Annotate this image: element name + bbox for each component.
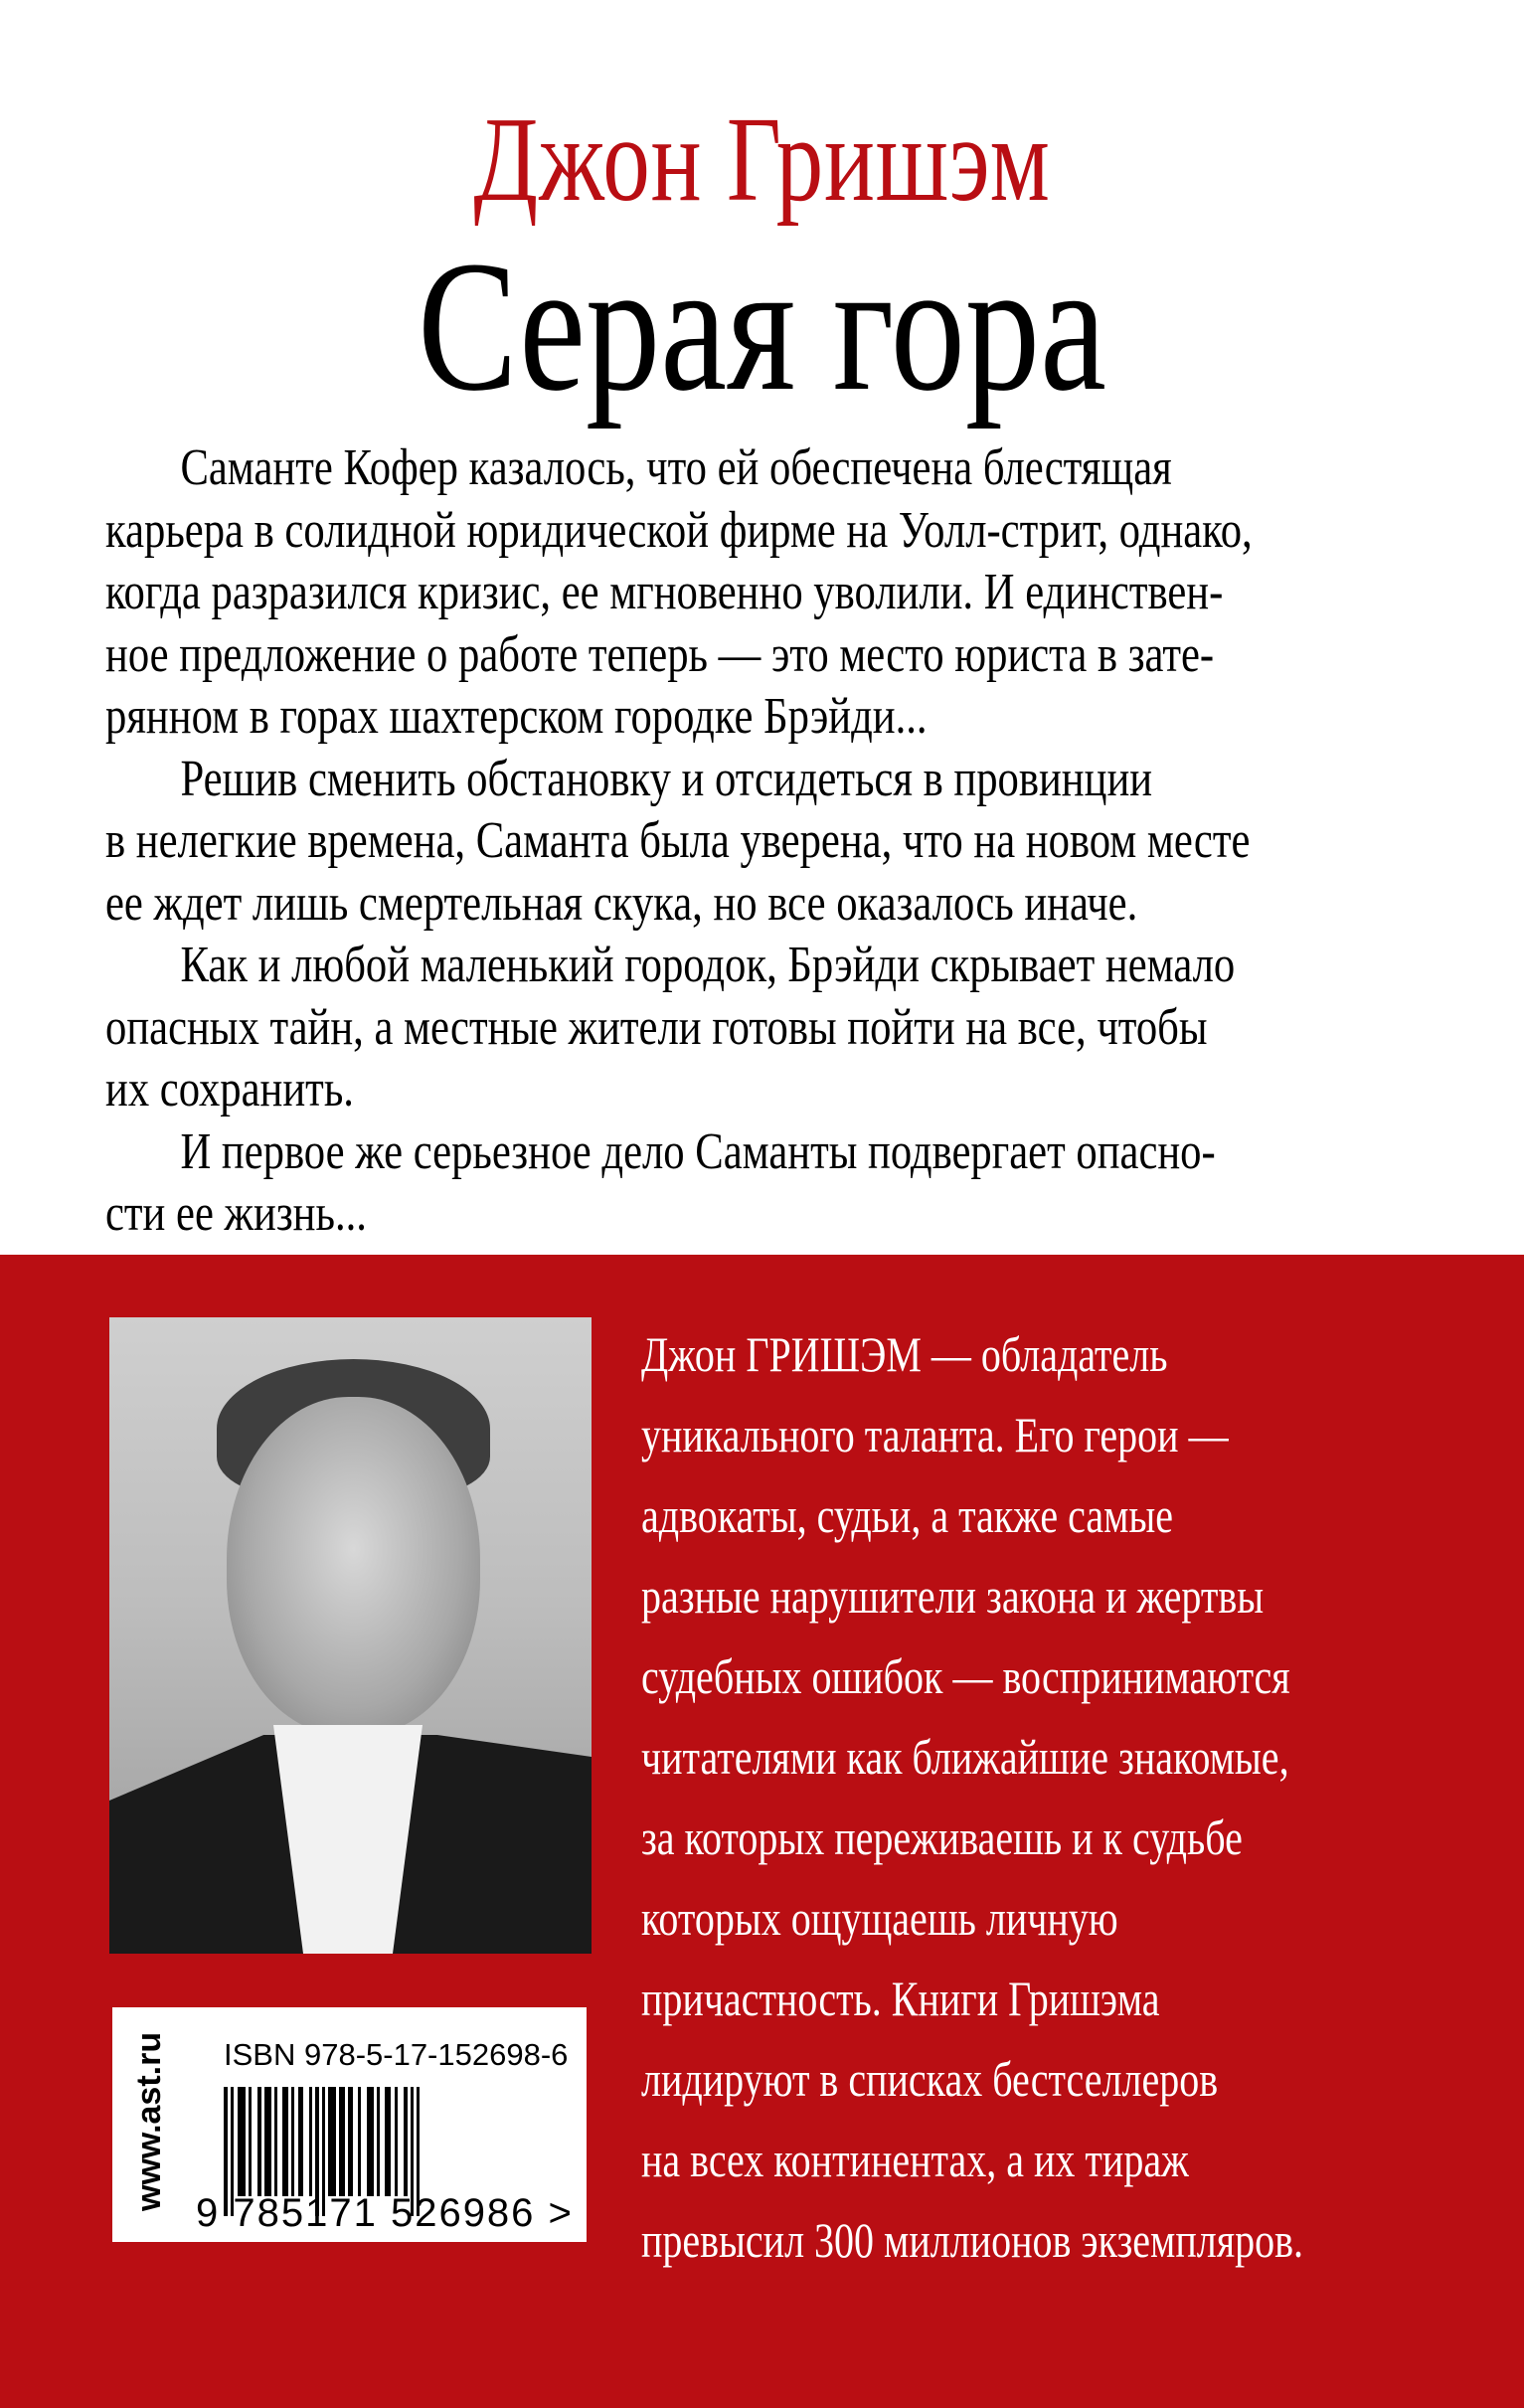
- bio-line: причастность. Книги Гришэма: [641, 1971, 1160, 2026]
- author-name: Джон Гришэм: [473, 92, 1051, 227]
- bio-line: Джон ГРИШЭМ — обладатель: [641, 1326, 1168, 1382]
- isbn-barcode-block: [112, 2007, 587, 2242]
- description-line: рянном в горах шахтерском городке Брэйди...: [105, 688, 928, 745]
- bio-line: лидируют в списках бестселлеров: [641, 2051, 1219, 2107]
- bio-line: разные нарушители закона и жертвы: [641, 1568, 1265, 1624]
- description-line: Решив сменить обстановку и отсидеться в провинции: [180, 750, 1153, 807]
- bio-line: за которых переживаешь и к судьбе: [641, 1809, 1243, 1865]
- bio-line: которых ощущаешь личную: [641, 1890, 1118, 1946]
- description-line: в нелегкие времена, Саманта была уверена, что на новом месте: [105, 812, 1251, 869]
- author-photo: [109, 1317, 592, 1954]
- bio-line: читателями как ближайшие знакомые,: [641, 1729, 1289, 1785]
- bio-line: уникального таланта. Его герои —: [641, 1407, 1229, 1462]
- description-line: когда разразился кризис, ее мгновенно уволили. И единствен-: [105, 564, 1224, 620]
- description-line: их сохранить.: [105, 1061, 354, 1118]
- description-line: И первое же серьезное дело Саманты подвергает опасно-: [180, 1122, 1216, 1180]
- description-line: ее ждет лишь смертельная скука, но все оказалось иначе.: [105, 874, 1138, 932]
- bio-line: адвокаты, судьи, а также самые: [641, 1487, 1174, 1543]
- book-description: [105, 437, 1428, 1246]
- bio-line: превысил 300 миллионов экземпляров.: [641, 2212, 1303, 2268]
- description-line: ное предложение о работе теперь — это место юриста в зате-: [105, 625, 1215, 683]
- description-line: сти ее жизнь...: [105, 1185, 367, 1242]
- bio-line: судебных ошибок — воспринимаются: [641, 1648, 1290, 1704]
- description-line: карьера в солидной юридической фирме на Уолл-стрит, однако,: [105, 501, 1253, 559]
- barcode-digits: 9 785171 526986 >: [196, 2191, 574, 2235]
- bio-line: на всех континентах, а их тираж: [641, 2132, 1189, 2187]
- description-line: Саманте Кофер казалось, что ей обеспечена блестящая: [180, 439, 1172, 496]
- barcode-icon: [224, 2087, 518, 2196]
- photo-face: [227, 1397, 480, 1735]
- isbn-label: ISBN 978-5-17-152698-6: [224, 2037, 569, 2072]
- publisher-website: www.ast.ru: [130, 2031, 168, 2211]
- author-bio: [641, 1314, 1496, 2281]
- description-line: Как и любой маленький городок, Брэйди скрывает немало: [180, 937, 1236, 993]
- book-title: Серая гора: [418, 222, 1106, 430]
- description-line: опасных тайн, а местные жители готовы пойти на все, чтобы: [105, 998, 1208, 1056]
